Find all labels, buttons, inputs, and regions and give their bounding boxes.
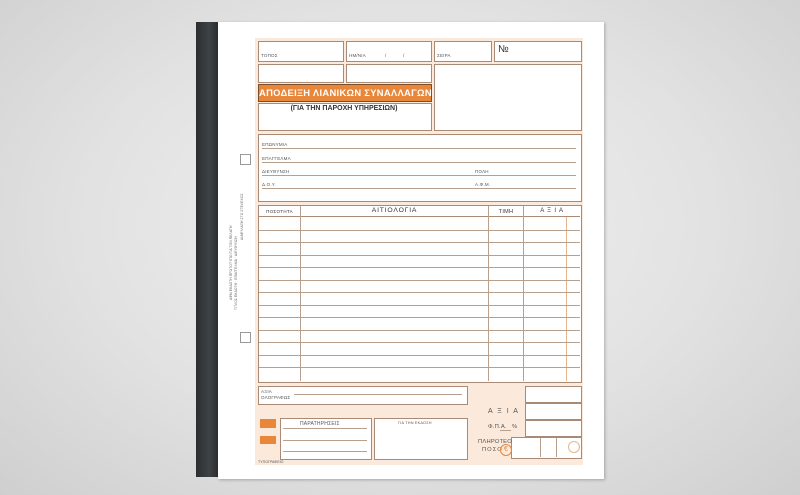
tax-office-label: Δ.Ο.Υ. — [262, 182, 276, 187]
document-subtitle: (ΓΙΑ ΤΗΝ ΠΑΡΟΧΗ ΥΠΗΡΕΣΙΩΝ) — [290, 105, 398, 112]
profession-label: ΕΠΑΓΓΕΛΜΑ — [262, 156, 291, 161]
series-field[interactable] — [434, 41, 492, 62]
col-description: ΑΙΤΙΟΛΟΓΙΑ — [371, 207, 418, 214]
vat-percent-line — [500, 430, 511, 431]
date-label: ΗΜ/ΝΙΑ — [349, 53, 366, 58]
table-row-line — [259, 355, 580, 356]
col-price: ΤΙΜΗ — [498, 209, 514, 215]
orange-tag-2 — [260, 436, 276, 444]
date-separator-1: / — [385, 53, 387, 58]
surname-label: ΕΠΩΝΥΜΙΑ — [262, 142, 288, 147]
date-field[interactable] — [346, 41, 432, 62]
remarks-line-1 — [283, 428, 367, 429]
vat-label: Φ.Π.Α. — [488, 424, 507, 430]
payable-divider-2 — [556, 438, 557, 457]
col-value: Α Ξ Ι Α — [540, 208, 564, 214]
margin-checkbox-top[interactable] — [240, 154, 251, 165]
remarks-line-3 — [283, 451, 367, 452]
date-separator-2: / — [403, 53, 405, 58]
value-label: Α Ξ Ι Α — [488, 408, 520, 415]
city-label: ΠΟΛΗ — [475, 169, 489, 174]
margin-checkbox-bottom[interactable] — [240, 332, 251, 343]
issuer-field-1[interactable] — [258, 64, 344, 83]
payable-label-2: ΠΟΣΟ — [482, 447, 503, 453]
remarks-label: ΠΑΡΑΤΗΡΗΣΕΙΣ — [300, 421, 340, 427]
spine-text-1: ΑΦΜ ΕΚΔΟΤΗ ΠΡΩΤΟΤΥΠΟ ΓΙΑ ΤΟΝ ΠΕΛΑΤΗ — [229, 225, 233, 300]
address-line[interactable] — [262, 175, 576, 176]
place-label: ΤΟΠΟΣ — [261, 53, 278, 58]
vat-number-label: Α.Φ.Μ. — [475, 182, 491, 187]
address-label: ΔΙΕΥΘΥΝΣΗ — [262, 169, 290, 174]
seal-circle-icon — [568, 441, 580, 453]
table-row-line — [259, 330, 580, 331]
amount-words-label-2: ΟΛΟΓΡΑΦΩΣ — [261, 395, 291, 400]
payable-divider-1 — [540, 438, 541, 457]
table-row-line — [259, 305, 580, 306]
series-label: ΣΕΙΡΑ — [437, 53, 451, 58]
document-title: ΑΠΟΔΕΙΞΗ ΛΙΑΝΙΚΩΝ ΣΥΝΑΛΛΑΓΩΝ — [258, 84, 432, 102]
table-row-line — [259, 255, 580, 256]
payable-label-1: ΠΛΗΡΩΤΕΟ — [478, 439, 512, 445]
spine-text-3: ΔΙΑΦΥΛΑΞΗ ΣΤΟ ΣΤΕΛΕΧΟΣ — [240, 193, 244, 240]
table-header-line — [259, 216, 580, 217]
table-row-line — [259, 280, 580, 281]
issuer-field-2[interactable] — [346, 64, 432, 83]
remarks-line-2 — [283, 440, 367, 441]
tax-line[interactable] — [262, 188, 576, 189]
vat-percent-label: % — [512, 424, 518, 430]
customer-box — [258, 134, 582, 202]
table-row-line — [259, 317, 580, 318]
table-row-line — [259, 367, 580, 368]
value-field[interactable] — [525, 403, 582, 420]
orange-tag-1 — [260, 419, 276, 428]
stamp-box — [434, 64, 582, 131]
items-table — [258, 205, 582, 383]
table-row-line — [259, 267, 580, 268]
vat-field[interactable] — [525, 420, 582, 437]
place-field[interactable] — [258, 41, 344, 62]
amount-words-label-1: ΑΞΙΑ — [261, 389, 272, 394]
euro-icon: € — [500, 444, 512, 456]
number-label: № — [498, 44, 509, 55]
table-row-line — [259, 342, 580, 343]
brand-label: ΤΥΠΟΓΡΑΦΕΙΟ — [258, 460, 284, 464]
table-row-line — [259, 242, 580, 243]
subtotal-field[interactable] — [525, 386, 582, 403]
table-row-line — [259, 292, 580, 293]
spine-text-2: ΤΙΤΛΟΣ ΕΚΔΟΤΗ · ΕΠΑΓΓΕΛΜΑ · ΔΙΕΥΘΥΝΣΗ — [234, 236, 238, 310]
amount-words-line — [294, 394, 462, 395]
booklet-spine — [196, 22, 218, 477]
surname-line[interactable] — [262, 148, 576, 149]
profession-line[interactable] — [262, 162, 576, 163]
col-quantity: ΠΟΣΟΤΗΤΑ — [266, 209, 293, 214]
table-row-line — [259, 230, 580, 231]
receiver-label: ΓΙΑ ΤΗΝ ΕΚΔΟΣΗ — [398, 421, 432, 425]
